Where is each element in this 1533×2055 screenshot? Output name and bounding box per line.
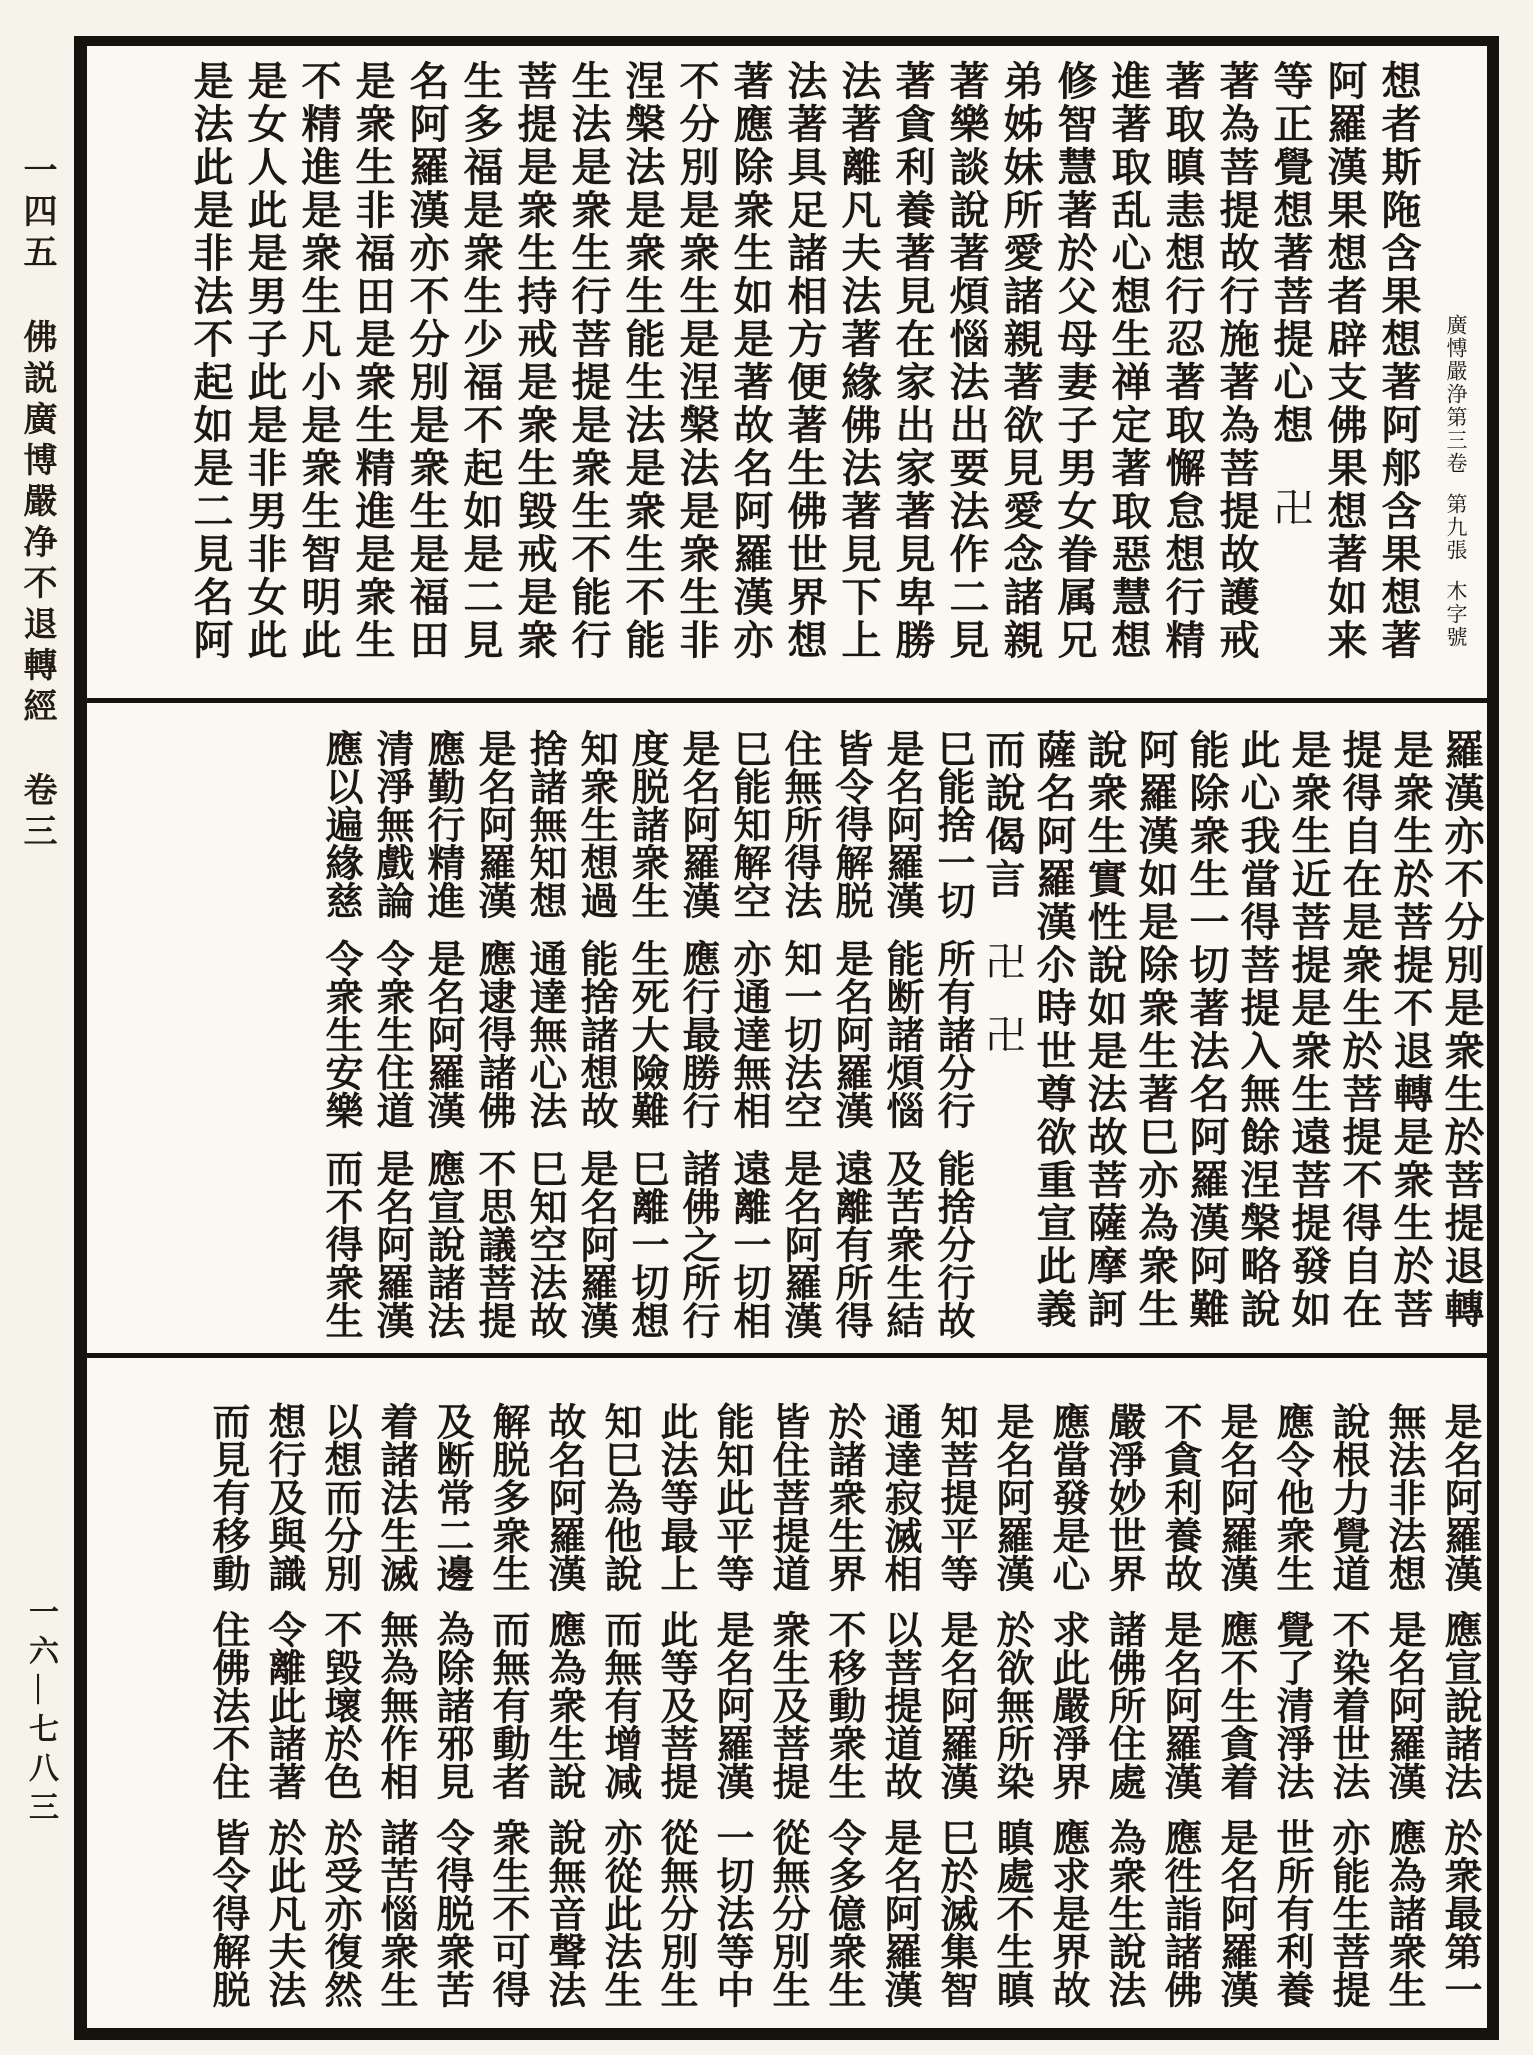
verse-line: 是名阿羅漢 bbox=[880, 729, 922, 919]
column-text: 是法此是非法不起如是二見名阿 bbox=[188, 60, 233, 662]
verse-column bbox=[671, 703, 722, 1353]
verse-line: 無為無作相 bbox=[374, 1610, 416, 1800]
verse-line: 是名阿羅漢 bbox=[829, 939, 871, 1129]
verse-column bbox=[569, 703, 620, 1353]
verse-column bbox=[314, 703, 365, 1353]
verse-line: 是名阿羅漢 bbox=[1158, 1610, 1200, 1800]
text-column bbox=[723, 46, 777, 698]
verse-line: 知巳為他說 bbox=[598, 1402, 640, 1592]
verse-line: 說根力覺道 bbox=[1326, 1402, 1368, 1592]
text-column bbox=[1436, 703, 1487, 1353]
verse-line: 巳能知解空 bbox=[727, 729, 769, 919]
verse-line: 不毀壞於色 bbox=[318, 1610, 360, 1800]
verse-line: 生死大險難 bbox=[625, 939, 667, 1129]
verse-column bbox=[983, 1358, 1039, 2028]
text-column bbox=[291, 46, 345, 698]
verse-column bbox=[871, 1358, 927, 2028]
plate-annotation-text: 廣愽嚴浄第三卷 bbox=[1444, 314, 1468, 475]
text-column bbox=[1028, 703, 1079, 1353]
verse-column bbox=[1151, 1358, 1207, 2028]
verse-line: 是名阿羅漢 bbox=[878, 1818, 920, 2008]
text-column bbox=[977, 703, 1028, 1353]
verse-column bbox=[927, 1358, 983, 2028]
verse-line: 是名阿羅漢 bbox=[710, 1610, 752, 1800]
column-text: 法著具足諸相方便著生佛世界想 bbox=[782, 60, 827, 662]
text-column bbox=[183, 46, 237, 698]
verse-column bbox=[591, 1358, 647, 2028]
verse-line: 不染着世法 bbox=[1326, 1610, 1368, 1800]
verse-line: 捨諸無知想 bbox=[523, 729, 565, 919]
text-column bbox=[345, 46, 399, 698]
text-column bbox=[399, 46, 453, 698]
verse-line: 不思議菩提 bbox=[472, 1149, 514, 1339]
column-text: 涅槃法是衆生能生法是衆生不能 bbox=[620, 60, 665, 662]
text-column bbox=[507, 46, 561, 698]
column-text: 此心我當得菩提入無餘涅槃略說 bbox=[1235, 729, 1280, 1331]
verse-line: 應當發是心 bbox=[1046, 1402, 1088, 1592]
text-column bbox=[1155, 46, 1209, 698]
verse-line: 衆生不可得 bbox=[486, 1818, 528, 2008]
plate-annotation-text: 木字號 bbox=[1444, 580, 1468, 649]
text-column bbox=[1385, 703, 1436, 1353]
verse-column bbox=[423, 1358, 479, 2028]
verse-line: 是名阿羅漢 bbox=[472, 729, 514, 919]
verse-column bbox=[1431, 1358, 1487, 2028]
verse-line: 求此嚴淨界 bbox=[1046, 1610, 1088, 1800]
text-column bbox=[1317, 46, 1371, 698]
plate-annotation bbox=[1425, 46, 1487, 698]
text-column bbox=[561, 46, 615, 698]
verse-column bbox=[535, 1358, 591, 2028]
column-text: 提得自在是衆生於菩提不得自在 bbox=[1337, 729, 1382, 1331]
verse-line: 以菩提道故 bbox=[878, 1610, 920, 1800]
verse-line: 應宣說諸法 bbox=[421, 1149, 463, 1339]
verse-line: 世所有利養 bbox=[1270, 1818, 1312, 2008]
column-text: 是女人此是男子此是非男非女此 bbox=[242, 60, 287, 662]
column-text: 著樂談說著煩惱法出要法作二見 bbox=[944, 60, 989, 662]
register-top bbox=[87, 46, 1487, 698]
verse-line: 知衆生想過 bbox=[574, 729, 616, 919]
verse-line: 此法等最上 bbox=[654, 1402, 696, 1592]
verse-line: 應為諸衆生 bbox=[1382, 1818, 1424, 2008]
verse-line: 巳於滅集智 bbox=[934, 1818, 976, 2008]
verse-column bbox=[518, 703, 569, 1353]
text-column bbox=[615, 46, 669, 698]
text-column bbox=[1079, 703, 1130, 1353]
column-text: 名阿羅漢亦不分別是衆生是福田 bbox=[404, 60, 449, 662]
verse-line: 令得脱衆苦 bbox=[430, 1818, 472, 2008]
volume-page-reference: 一六—七八三 bbox=[24, 1596, 57, 1830]
verse-line: 通達寂滅相 bbox=[878, 1402, 920, 1592]
verse-line: 能断諸煩惱 bbox=[880, 939, 922, 1129]
column-text: 著為菩提故行施著為菩提故護戒 bbox=[1214, 60, 1259, 662]
verse-line: 應不生貪着 bbox=[1214, 1610, 1256, 1800]
verse-column bbox=[1039, 1358, 1095, 2028]
verse-line: 一切法等中 bbox=[710, 1818, 752, 2008]
verse-line: 應求是界故 bbox=[1046, 1818, 1088, 2008]
column-text: 菩提是衆生持戒是衆生毀戒是衆 bbox=[512, 60, 557, 662]
column-text: 等正覺想著菩提心想 bbox=[1268, 60, 1313, 447]
verse-column bbox=[479, 1358, 535, 2028]
verse-line: 為除諸邪見 bbox=[430, 1610, 472, 1800]
text-column bbox=[885, 46, 939, 698]
verse-line: 知菩提平等 bbox=[934, 1402, 976, 1592]
column-text: 生法是衆生行菩提是衆生不能行 bbox=[566, 60, 611, 662]
text-column bbox=[1101, 46, 1155, 698]
column-text: 弟姊妹所愛諸親著欲見愛念諸親 bbox=[998, 60, 1043, 662]
text-column bbox=[993, 46, 1047, 698]
verse-line: 巳能捨一切 bbox=[931, 729, 973, 919]
verse-column bbox=[365, 703, 416, 1353]
verse-line: 諸佛所住處 bbox=[1102, 1610, 1144, 1800]
verse-line: 令衆生住道 bbox=[370, 939, 412, 1129]
column-text: 是衆生非福田是衆生精進是衆生 bbox=[350, 60, 395, 662]
swastika-mark: 卍 bbox=[1268, 487, 1313, 530]
verse-line: 是名阿羅漢 bbox=[778, 1149, 820, 1339]
verse-line: 住佛法不住 bbox=[206, 1610, 248, 1800]
verse-line: 着諸法生滅 bbox=[374, 1402, 416, 1592]
column-text: 法著離凡夫法著緣佛法著見下上 bbox=[836, 60, 881, 662]
text-column bbox=[1181, 703, 1232, 1353]
text-column bbox=[1371, 46, 1425, 698]
column-text: 生多福是衆生少福不起如是二見 bbox=[458, 60, 503, 662]
verse-line: 此等及菩提 bbox=[654, 1610, 696, 1800]
column-text: 說衆生實性說如是法故菩薩摩訶 bbox=[1082, 729, 1127, 1331]
column-text: 是衆生近菩提是衆生遠菩提發如 bbox=[1286, 729, 1331, 1331]
verse-line: 能捨諸想故 bbox=[574, 939, 616, 1129]
text-column bbox=[1232, 703, 1283, 1353]
column-text: 羅漢亦不分別是衆生於菩提退轉 bbox=[1439, 729, 1484, 1331]
swastika-mark: 卍 bbox=[980, 941, 1025, 984]
verse-line: 而不得衆生 bbox=[319, 1149, 361, 1339]
text-column bbox=[453, 46, 507, 698]
verse-line: 亦能生菩提 bbox=[1326, 1818, 1368, 2008]
verse-line: 從無分別生 bbox=[654, 1818, 696, 2008]
verse-line: 於欲無所染 bbox=[990, 1610, 1032, 1800]
verse-column bbox=[1263, 1358, 1319, 2028]
verse-line: 巳知空法故 bbox=[523, 1149, 565, 1339]
verse-line: 說無音聲法 bbox=[542, 1818, 584, 2008]
page-frame bbox=[74, 36, 1499, 2040]
verse-line: 而無有增减 bbox=[598, 1610, 640, 1800]
verse-line: 令多億衆生 bbox=[822, 1818, 864, 2008]
verse-line: 應徃詣諸佛 bbox=[1158, 1818, 1200, 2008]
verse-line: 令衆生安樂 bbox=[319, 939, 361, 1129]
column-text: 想者斯陁含果想著阿郍含果想著 bbox=[1376, 60, 1421, 662]
verse-line: 亦通達無相 bbox=[727, 939, 769, 1129]
verse-line: 皆住菩提道 bbox=[766, 1402, 808, 1592]
verse-line: 應勤行精進 bbox=[421, 729, 463, 919]
verse-column bbox=[620, 703, 671, 1353]
verse-line: 是名阿羅漢 bbox=[934, 1610, 976, 1800]
verse-line: 及苦衆生結 bbox=[880, 1149, 922, 1339]
column-text: 是衆生於菩提不退轉是衆生於菩 bbox=[1388, 729, 1433, 1331]
column-text: 阿羅漢如是除衆生著巳亦為衆生 bbox=[1133, 729, 1178, 1331]
verse-column bbox=[926, 703, 977, 1353]
verse-column bbox=[647, 1358, 703, 2028]
verse-line: 而無有動者 bbox=[486, 1610, 528, 1800]
verse-line: 以想而分別 bbox=[318, 1402, 360, 1592]
verse-column bbox=[367, 1358, 423, 2028]
verse-line: 是名阿羅漢 bbox=[1382, 1610, 1424, 1800]
verse-line: 無法非法想 bbox=[1382, 1402, 1424, 1592]
verse-line: 及断常二邊 bbox=[430, 1402, 472, 1592]
verse-column bbox=[416, 703, 467, 1353]
verse-line: 度脱諸衆生 bbox=[625, 729, 667, 919]
verse-line: 覺了清淨法 bbox=[1270, 1610, 1312, 1800]
verse-line: 是名阿羅漢 bbox=[1214, 1818, 1256, 2008]
fascicle-number: 卷三 bbox=[18, 772, 55, 854]
verse-column bbox=[703, 1358, 759, 2028]
verse-line: 巳離一切想 bbox=[625, 1149, 667, 1339]
verse-column bbox=[1319, 1358, 1375, 2028]
text-column bbox=[777, 46, 831, 698]
verse-line: 是名阿羅漢 bbox=[1438, 1402, 1480, 1592]
verse-line: 故名阿羅漢 bbox=[542, 1402, 584, 1592]
text-column bbox=[237, 46, 291, 698]
verse-line: 知一切法空 bbox=[778, 939, 820, 1129]
verse-line: 於此凡夫法 bbox=[262, 1818, 304, 2008]
column-text: 著應除衆生如是著故名阿羅漢亦 bbox=[728, 60, 773, 662]
verse-column bbox=[311, 1358, 367, 2028]
verse-line: 亦從此法生 bbox=[598, 1818, 640, 2008]
swastika-mark: 卍 bbox=[980, 1014, 1025, 1057]
verse-line: 遠離一切相 bbox=[727, 1149, 769, 1339]
verse-line: 是名阿羅漢 bbox=[676, 729, 718, 919]
column-text: 不分別是衆生是涅槃法是衆生非 bbox=[674, 60, 719, 662]
verse-column bbox=[1375, 1358, 1431, 2028]
verse-line: 應以遍緣慈 bbox=[319, 729, 361, 919]
column-text: 著取瞋恚想行忍著取懈怠想行精 bbox=[1160, 60, 1205, 662]
sutra-title: 佛説廣博嚴净不退轉經 bbox=[18, 318, 55, 729]
verse-line: 所有諸分行 bbox=[931, 939, 973, 1129]
verse-line: 是名阿羅漢 bbox=[574, 1149, 616, 1339]
text-column bbox=[1334, 703, 1385, 1353]
verse-column bbox=[722, 703, 773, 1353]
verse-line: 清淨無戲論 bbox=[370, 729, 412, 919]
text-column bbox=[1130, 703, 1181, 1353]
verse-line: 不移動衆生 bbox=[822, 1610, 864, 1800]
verse-line: 皆令得解脱 bbox=[829, 729, 871, 919]
column-text: 阿羅漢果想者辟支佛果想著如来 bbox=[1322, 60, 1367, 662]
verse-line: 而見有移動 bbox=[206, 1402, 248, 1592]
verse-column bbox=[199, 1358, 255, 2028]
verse-line: 是名阿羅漢 bbox=[370, 1149, 412, 1339]
verse-line: 於受亦復然 bbox=[318, 1818, 360, 2008]
verse-line: 不貪利養故 bbox=[1158, 1402, 1200, 1592]
verse-line: 解脱多衆生 bbox=[486, 1402, 528, 1592]
text-column bbox=[1047, 46, 1101, 698]
verse-line: 衆生及菩提 bbox=[766, 1610, 808, 1800]
column-text: 著貪利養著見在家出家著見卑勝 bbox=[890, 60, 935, 662]
text-column bbox=[1263, 46, 1317, 698]
column-text: 薩名阿羅漢尒時世尊欲重宣此義 bbox=[1031, 729, 1076, 1331]
verse-column bbox=[1207, 1358, 1263, 2028]
verse-line: 通達無心法 bbox=[523, 939, 565, 1129]
verse-line: 嚴淨妙世界 bbox=[1102, 1402, 1144, 1592]
verse-column bbox=[815, 1358, 871, 2028]
column-text: 而說偈言 bbox=[980, 729, 1025, 901]
verse-line: 應逮得諸佛 bbox=[472, 939, 514, 1129]
verse-line: 於衆最第一 bbox=[1438, 1818, 1480, 2008]
text-column bbox=[669, 46, 723, 698]
verse-line: 瞋處不生瞋 bbox=[990, 1818, 1032, 2008]
verse-column bbox=[875, 703, 926, 1353]
verse-line: 是名阿羅漢 bbox=[990, 1402, 1032, 1592]
verse-line: 是名阿羅漢 bbox=[421, 939, 463, 1129]
verse-line: 皆令得解脱 bbox=[206, 1818, 248, 2008]
verse-column bbox=[255, 1358, 311, 2028]
verse-line: 應行最勝行 bbox=[676, 939, 718, 1129]
verse-column bbox=[824, 703, 875, 1353]
verse-line: 應宣說諸法 bbox=[1438, 1610, 1480, 1800]
verse-column bbox=[1095, 1358, 1151, 2028]
column-text: 修智慧著於父母妻子男女眷属兄 bbox=[1052, 60, 1097, 662]
verse-line: 應為衆生說 bbox=[542, 1610, 584, 1800]
column-text: 進著取乱心想生禅定著取惡慧想 bbox=[1106, 60, 1151, 662]
text-column bbox=[1209, 46, 1263, 698]
verse-line: 遠離有所得 bbox=[829, 1149, 871, 1339]
verse-line: 於諸衆生界 bbox=[822, 1402, 864, 1592]
verse-line: 諸苦惱衆生 bbox=[374, 1818, 416, 2008]
verse-line: 應令他衆生 bbox=[1270, 1402, 1312, 1592]
verse-line: 能捨分行故 bbox=[931, 1149, 973, 1339]
plate-annotation-text: 第九張 bbox=[1444, 493, 1468, 562]
register-bottom bbox=[87, 1358, 1533, 2028]
margin-label bbox=[12, 152, 61, 854]
verse-line: 能知此平等 bbox=[710, 1402, 752, 1592]
verse-line: 想行及與識 bbox=[262, 1402, 304, 1592]
sutra-serial-number: 一四五 bbox=[18, 152, 55, 275]
verse-line: 從無分別生 bbox=[766, 1818, 808, 2008]
verse-column bbox=[467, 703, 518, 1353]
verse-line: 令離此諸著 bbox=[262, 1610, 304, 1800]
column-text: 不精進是衆生凡小是衆生智明此 bbox=[296, 60, 341, 662]
verse-line: 諸佛之所行 bbox=[676, 1149, 718, 1339]
text-column bbox=[939, 46, 993, 698]
column-text: 能除衆生一切著法名阿羅漢阿難 bbox=[1184, 729, 1229, 1331]
text-column bbox=[1283, 703, 1334, 1353]
text-column bbox=[831, 46, 885, 698]
verse-column bbox=[773, 703, 824, 1353]
verse-line: 住無所得法 bbox=[778, 729, 820, 919]
verse-column bbox=[759, 1358, 815, 2028]
register-middle bbox=[87, 703, 1533, 1353]
verse-line: 是名阿羅漢 bbox=[1214, 1402, 1256, 1592]
verse-line: 為衆生說法 bbox=[1102, 1818, 1144, 2008]
